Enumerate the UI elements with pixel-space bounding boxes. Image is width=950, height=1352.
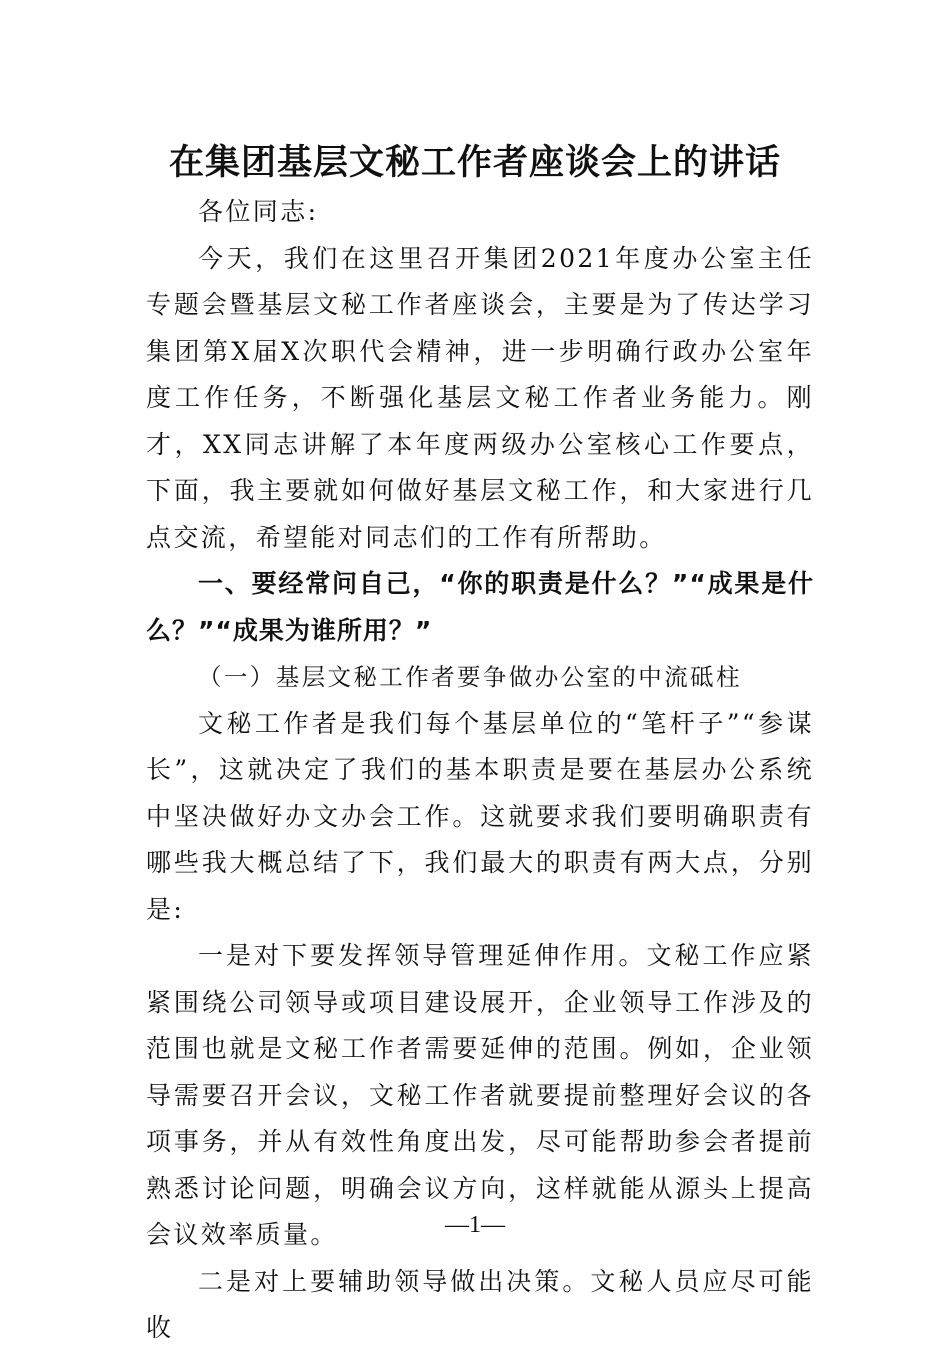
paragraph-point-one: 一是对下要发挥领导管理延伸作用。文秘工作应紧紧围绕公司领导或项目建设展开，企业领导工作涉及的范围也就是文秘工作者需要延伸的范围。例如，企业领导需要召开会议，文秘工作者就要提前整理好会议的各项事务，并从有效性角度出发，尽可能帮助参会者提前熟悉讨论问题，明确会议方向，这样就能从源头上提高会议效率质量。 xyxy=(146,941,814,1249)
document-body xyxy=(146,189,814,1352)
subsection-heading-1: （一）基层文秘工作者要争做办公室的中流砥柱 xyxy=(198,663,742,691)
paragraph-duties: 文秘工作者是我们每个基层单位的“笔杆子”“参谋长”，这就决定了我们的基本职责是要在基层办公系统中坚决做好办文办会工作。这就要求我们要明确职责有哪些我大概总结了下，我们最大的职责有两大点，分别是: xyxy=(146,708,814,924)
paragraph-point-two: 二是对上要辅助领导做出决策。文秘人员应尽可能收 xyxy=(146,1266,814,1342)
section-heading-1: 一、要经常问自己，“你的职责是什么？”“成果是什么？”“成果为谁所用？” xyxy=(146,569,814,645)
document-title: 在集团基层文秘工作者座谈会上的讲话 xyxy=(168,142,781,183)
paragraph-intro: 今天，我们在这里召开集团2021年度办公室主任专题会暨基层文秘工作者座谈会，主要是为了传达学习集团第X届X次职代会精神，进一步明确行政办公室年度工作任务，不断强化基层文秘工作者业务能力。刚才，XX同志讲解了本年度两级办公室核心工作要点，下面，我主要就如何做好基层文秘工作，和大家进行几点交流，希望能对同志们的工作有所帮助。 xyxy=(146,243,814,552)
page-number: —1— xyxy=(445,1212,505,1238)
salutation: 各位同志: xyxy=(198,197,319,226)
